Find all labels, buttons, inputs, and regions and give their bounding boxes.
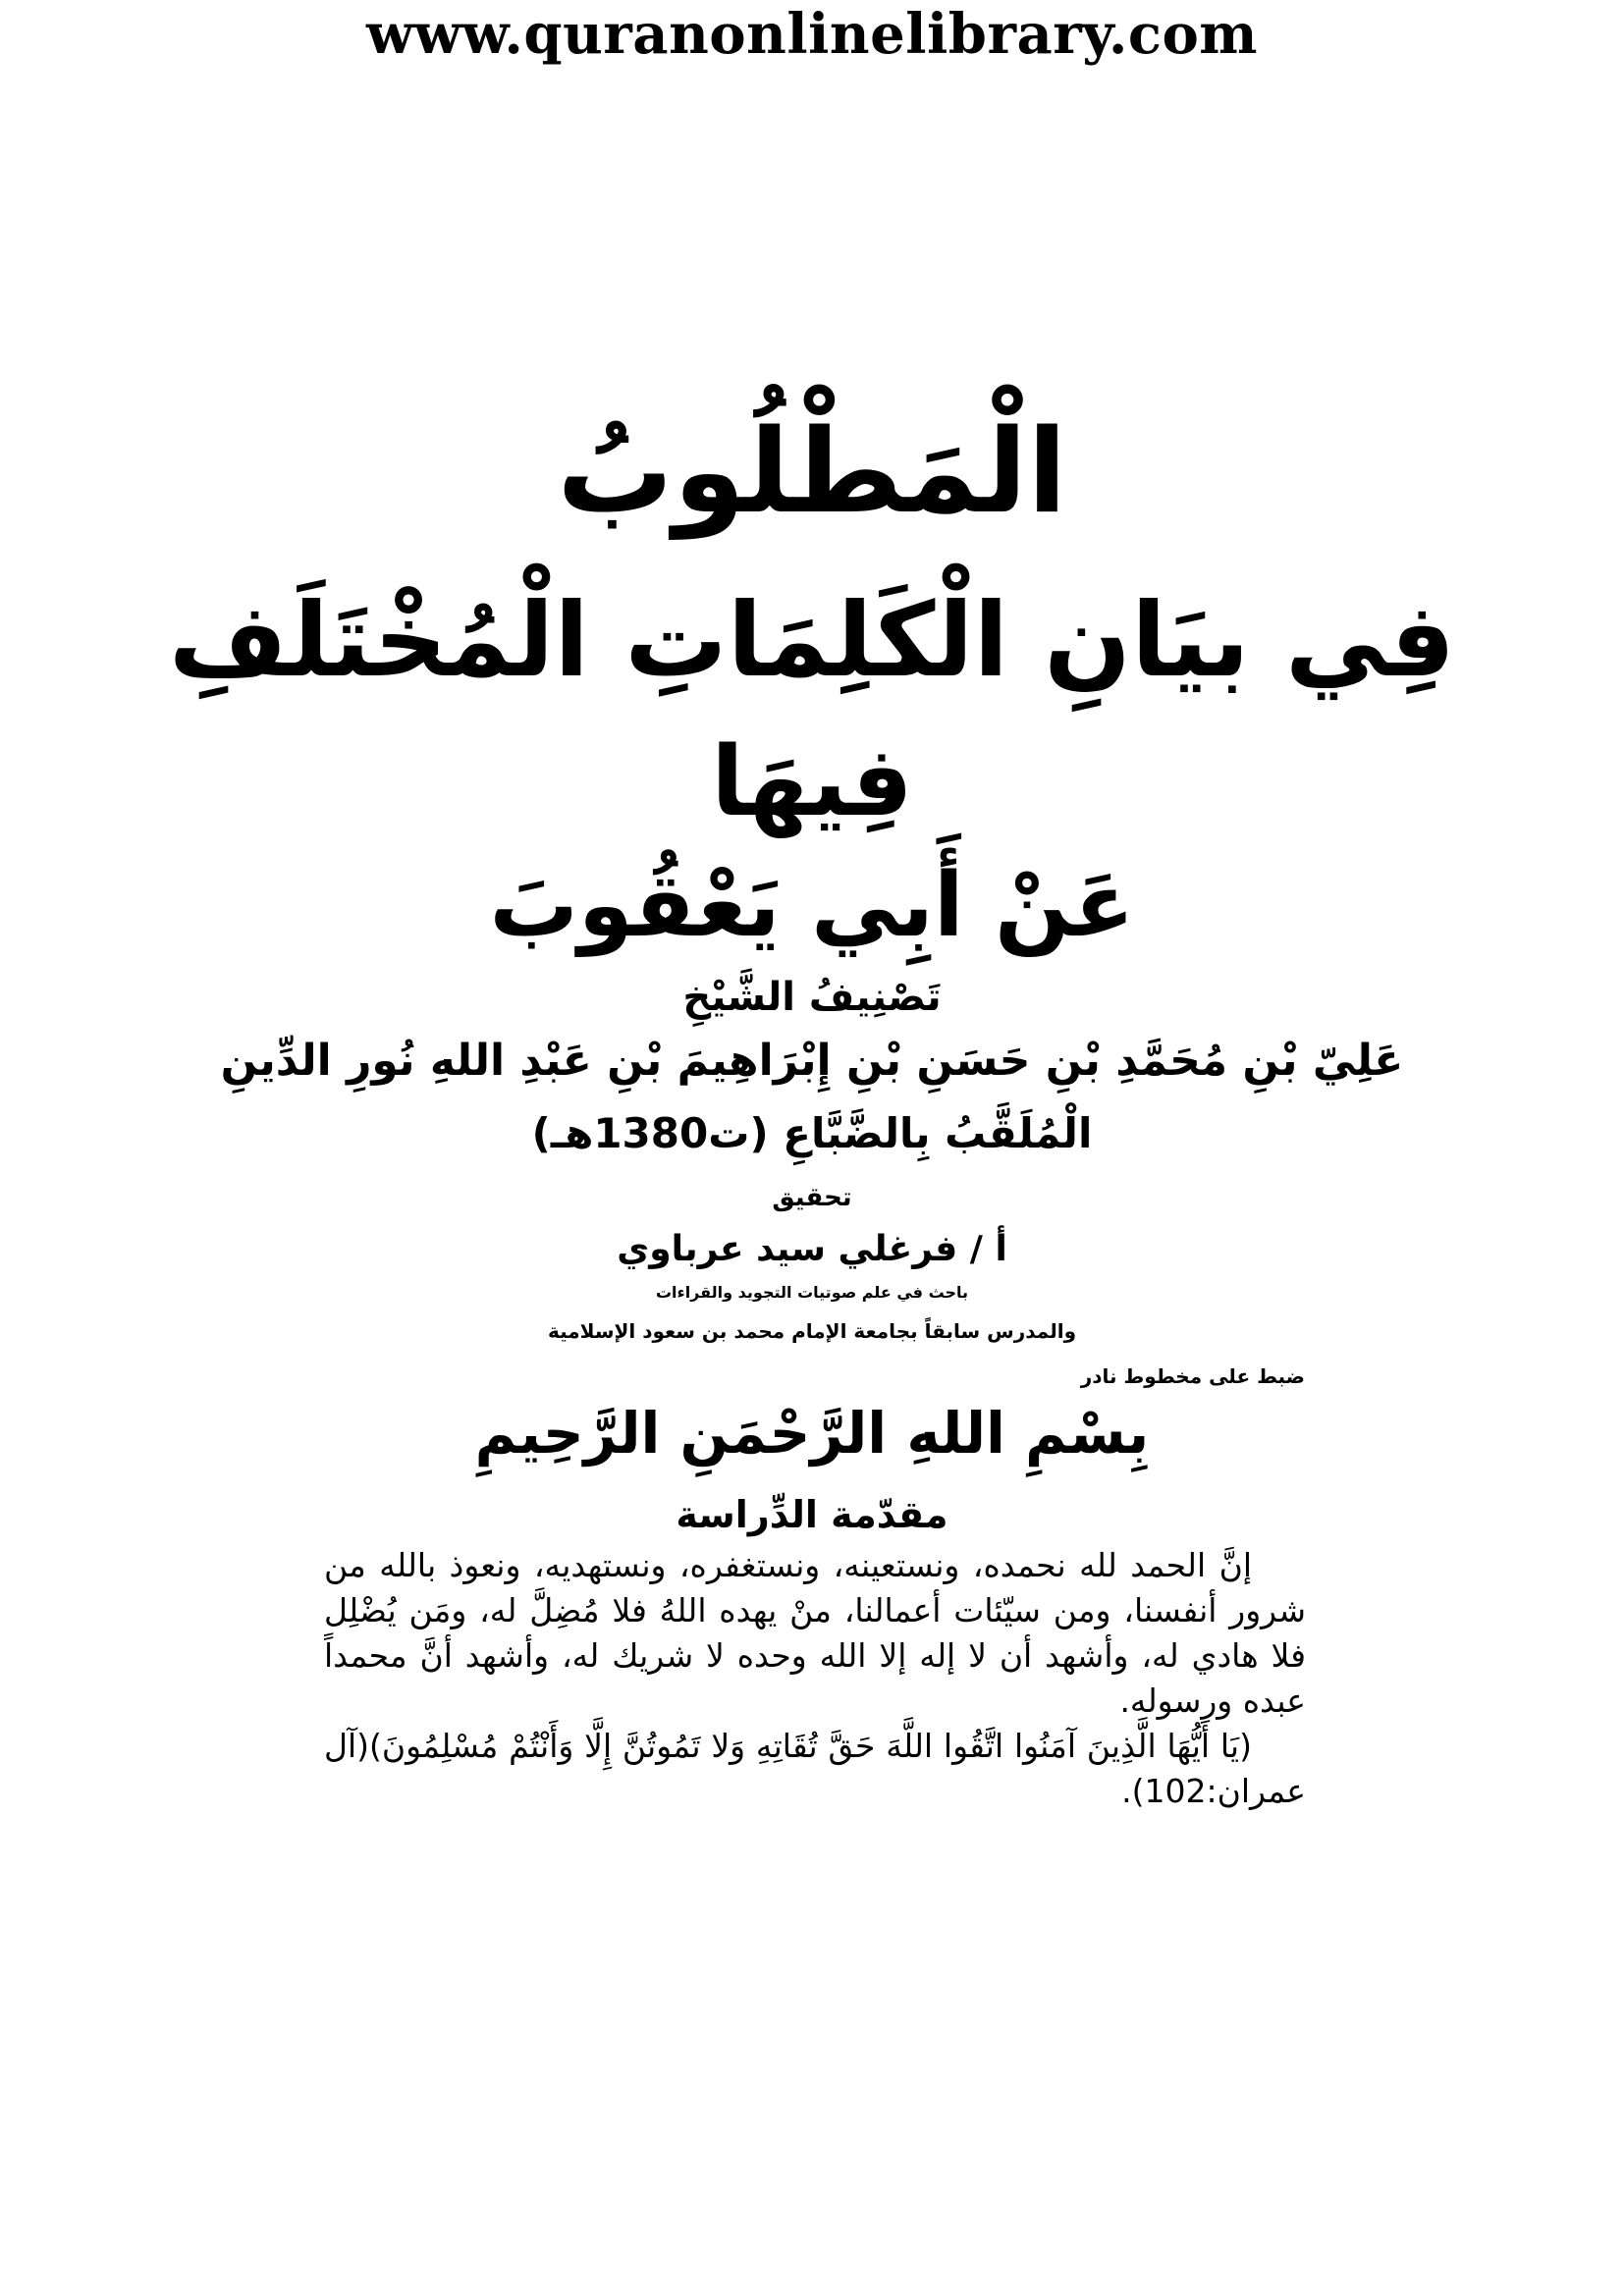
editor-label: تحقيق [772, 1183, 852, 1212]
book-title-line-1: الْمَطْلُوبُ [557, 403, 1067, 539]
intro-paragraph-1: إنَّ الحمد لله نحمده، ونستعينه، ونستغفره، ونستهديه، ونعوذ بالله من شرور أنفسنا، ومن سيّئات أعمالنا، منْ يهده اللهُ فلا مُضِلَّ له، ومَن يُضْلِل فلا هادي له، وأشهد أن لا إله إلا الله وحده لا شريك له، وأشهد أنَّ محمداً عبده ورسوله. [324, 1546, 1306, 1720]
editor-affiliation: والمدرس سابقاً بجامعة الإمام محمد بن سعود الإسلامية [547, 1319, 1077, 1343]
editor-name: أ / فرغلي سيد عرباوي [617, 1229, 1007, 1269]
book-title-line-4: عَنْ أَبِي يَعْقُوبَ [489, 854, 1135, 957]
author-epithet: الْمُلَقَّبُ بِالضَّبَّاعِ (ت1380هـ) [531, 1109, 1093, 1157]
basmala: بِسْمِ اللهِ الرَّحْمَنِ الرَّحِيمِ [474, 1400, 1150, 1467]
author-label: تَصْنِيفُ الشَّيْخِ [682, 975, 942, 1020]
manuscript-note: ضبط على مخطوط نادر [1080, 1364, 1305, 1388]
book-title-line-2: فِي بيَانِ الْكَلِمَاتِ الْمُخْتَلَفِ [168, 580, 1456, 700]
intro-paragraph-2-quran-verse: (يَا أَيُّهَا الَّذِينَ آمَنُوا اتَّقُوا اللَّهَ حَقَّ تُقَاتِهِ وَلا تَمُوتُنَّ إِلَّا وَأَنْتُمْ مُسْلِمُونَ)(آل عمران:102). [324, 1727, 1306, 1810]
site-url-header[interactable]: www.quranonlinelibrary.com [365, 2, 1259, 67]
editor-role: باحث في علم صوتيات التجويد والقراءات [655, 1283, 969, 1302]
book-title-line-3: فِيهَا [711, 726, 913, 838]
intro-heading: مقدّمة الدِّراسة [676, 1493, 948, 1536]
author-name: عَلِيّ بْنِ مُحَمَّدِ بْنِ حَسَنِ بْنِ إِبْرَاهِيمَ بْنِ عَبْدِ اللهِ نُورِ الدِّينِ [220, 1036, 1404, 1086]
